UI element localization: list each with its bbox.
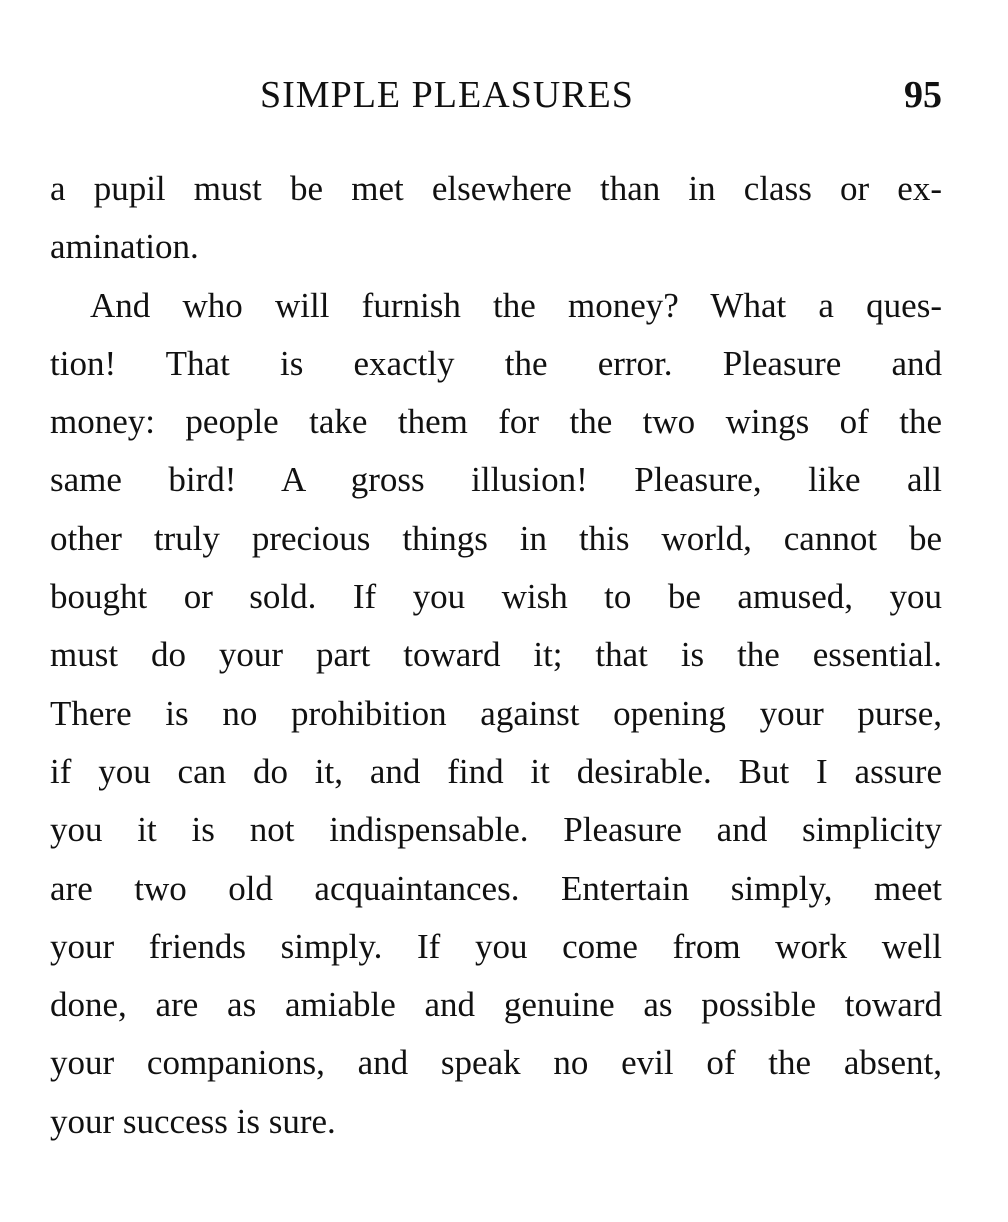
- paragraph-1: [50, 160, 942, 277]
- running-head: [50, 70, 942, 120]
- text-line: There is no prohibition against opening your purse,: [50, 693, 942, 733]
- text-line: your friends simply. If you come from work well: [50, 926, 942, 966]
- paragraph-2: [50, 277, 942, 1151]
- running-title: SIMPLE PLEASURES: [260, 74, 634, 116]
- text-line: must do your part toward it; that is the essential.: [50, 635, 942, 675]
- text-line: same bird! A gross illusion! Pleasure, like all: [50, 460, 942, 500]
- text-line: done, are as amiable and genuine as possible toward: [50, 985, 942, 1025]
- text-line: you it is not indispensable. Pleasure and simplicity: [50, 810, 942, 850]
- text-line: a pupil must be met elsewhere than in class or ex-: [50, 169, 942, 208]
- text-line: other truly precious things in this world, cannot be: [50, 518, 942, 558]
- text-line: are two old acquaintances. Entertain simply, meet: [50, 868, 942, 908]
- body-text: [50, 160, 942, 1151]
- text-line: if you can do it, and find it desirable. But I assure: [50, 751, 942, 791]
- text-line: bought or sold. If you wish to be amused, you: [50, 577, 942, 617]
- page-number: 95: [904, 74, 942, 116]
- text-line: amination.: [50, 227, 199, 267]
- text-line: And who will furnish the money? What a ques-: [90, 285, 942, 325]
- text-line: your success is sure.: [50, 1101, 336, 1141]
- text-line: tion! That is exactly the error. Pleasure and: [50, 343, 942, 383]
- text-line: money: people take them for the two wings of the: [50, 402, 942, 442]
- text-line: your companions, and speak no evil of the absent,: [50, 1043, 942, 1083]
